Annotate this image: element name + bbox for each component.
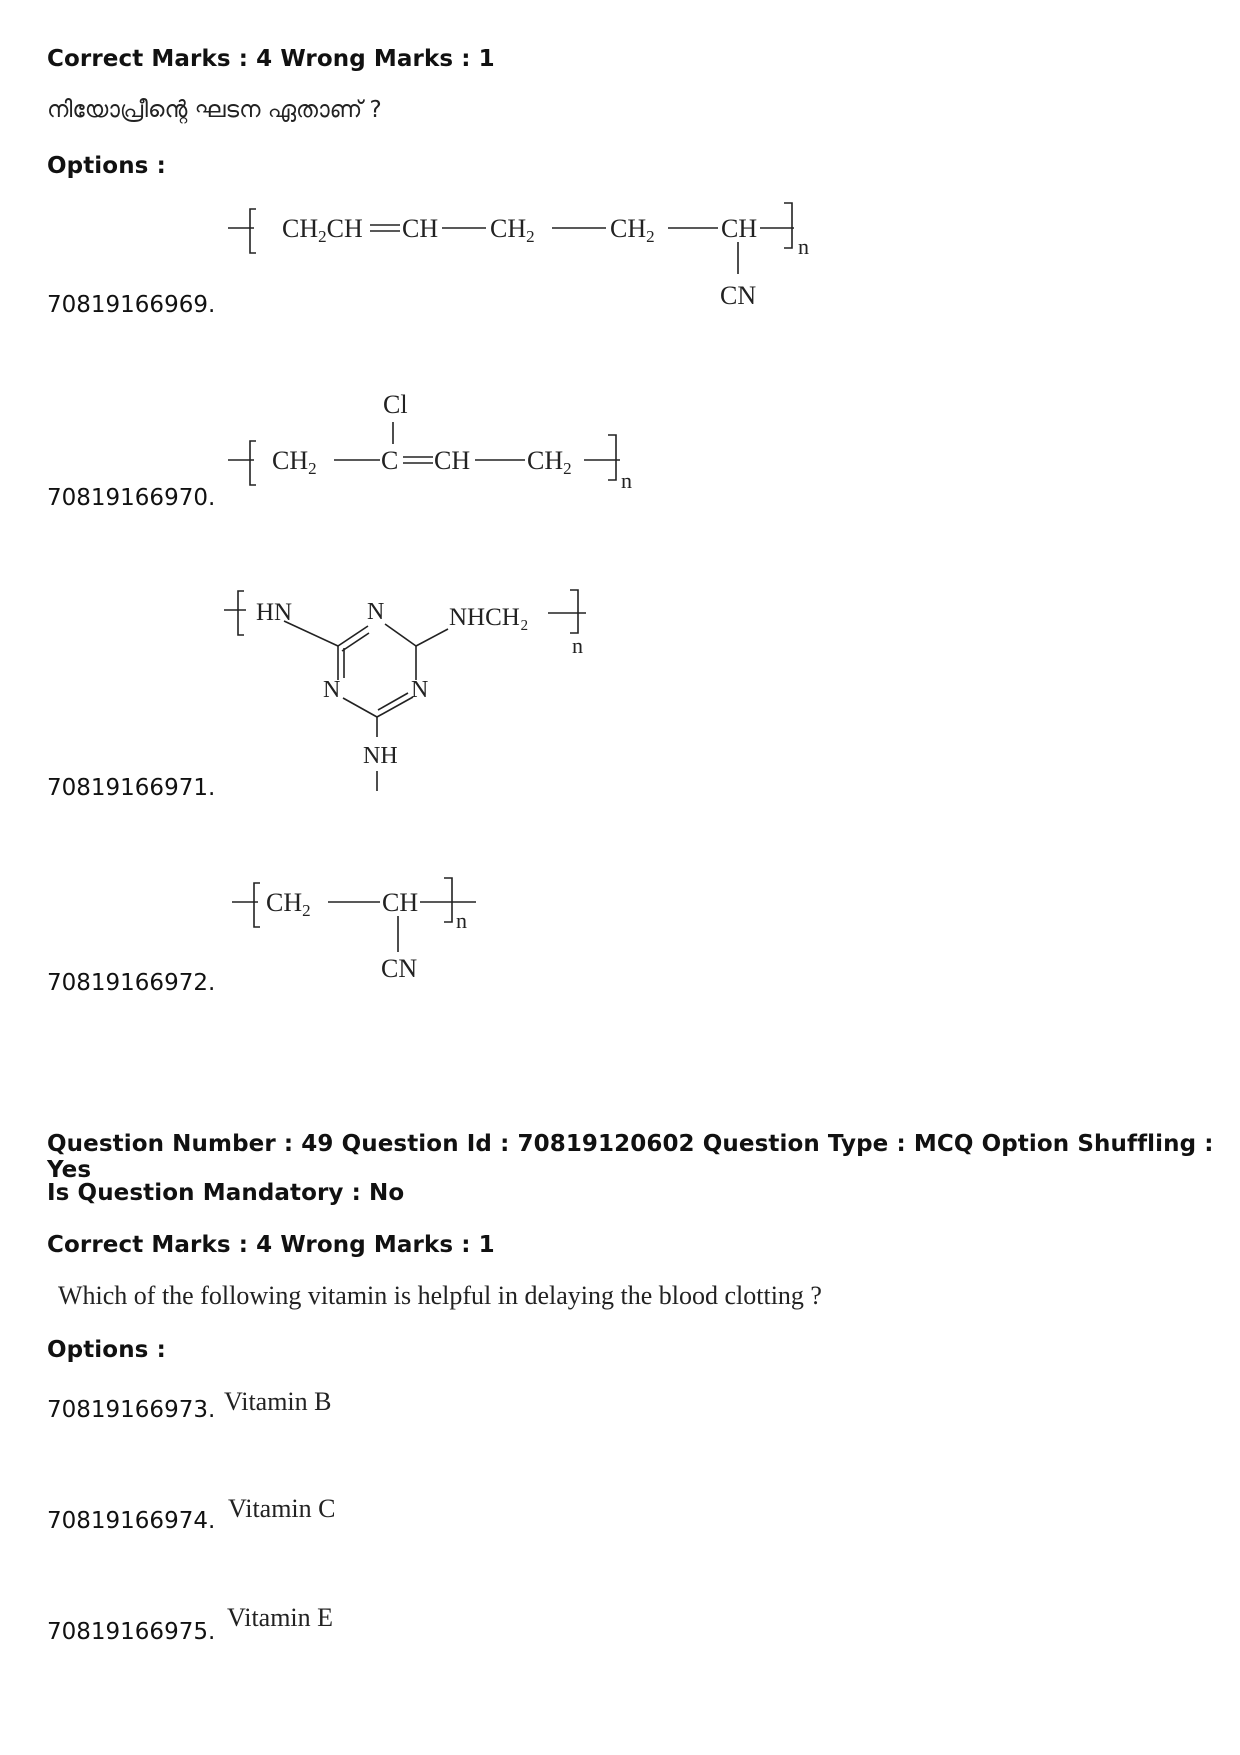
svg-text:CH2: CH2 <box>272 446 317 478</box>
svg-text:CH: CH <box>721 214 758 243</box>
repeat-n: n <box>456 908 467 933</box>
svg-text:CH: CH <box>402 214 439 243</box>
svg-text:CH2: CH2 <box>610 214 655 246</box>
substituent-label: Cl <box>383 390 408 419</box>
option-text[interactable]: Vitamin B <box>224 1387 332 1416</box>
ring-atom: N <box>367 599 385 625</box>
option-1-structure <box>220 196 840 316</box>
svg-text:CH: CH <box>382 888 419 917</box>
q49-mandatory: Is Question Mandatory : No <box>47 1180 405 1206</box>
svg-text:CH2CH: CH2CH <box>282 214 363 246</box>
svg-text:C: C <box>381 446 399 475</box>
option-2-structure <box>220 380 640 500</box>
q48-question-text: നിയോപ്രീന്റെ ഘടന ഏതാണ് ? <box>47 97 382 123</box>
right-group: NHCH₂ <box>449 604 529 631</box>
option-text[interactable]: Vitamin C <box>228 1494 336 1523</box>
option-id[interactable]: 70819166969. <box>47 292 216 318</box>
left-group: HN <box>256 599 293 626</box>
repeat-n: n <box>621 468 632 493</box>
q48-marks: Correct Marks : 4 Wrong Marks : 1 <box>47 46 495 72</box>
q49-options-label: Options : <box>47 1337 166 1363</box>
repeat-n: n <box>572 633 583 658</box>
option-id[interactable]: 70819166972. <box>47 970 216 996</box>
ring-atom: N <box>323 677 341 703</box>
option-id[interactable]: 70819166971. <box>47 775 216 801</box>
option-id[interactable]: 70819166973. <box>47 1397 216 1423</box>
svg-text:CH2: CH2 <box>266 888 311 920</box>
substituent-label: CN <box>381 954 418 980</box>
option-3-structure <box>220 585 620 795</box>
q48-options-label: Options : <box>47 153 166 179</box>
substituent-label: NH <box>363 743 398 769</box>
ring-atom: N <box>411 677 429 703</box>
svg-text:CH2: CH2 <box>490 214 535 246</box>
q49-marks: Correct Marks : 4 Wrong Marks : 1 <box>47 1232 495 1258</box>
q49-header: Question Number : 49 Question Id : 70819120602 Question Type : MCQ Option Shuffling : Yes <box>47 1131 1214 1183</box>
q49-question-text: Which of the following vitamin is helpful in delaying the blood clotting ? <box>58 1281 822 1310</box>
option-4-structure <box>220 870 500 980</box>
option-id[interactable]: 70819166975. <box>47 1619 216 1645</box>
option-id[interactable]: 70819166970. <box>47 485 216 511</box>
svg-text:CH: CH <box>434 446 471 475</box>
repeat-n: n <box>798 234 809 259</box>
substituent-label: CN <box>720 281 757 310</box>
option-text[interactable]: Vitamin E <box>227 1603 334 1632</box>
svg-text:CH2: CH2 <box>527 446 572 478</box>
option-id[interactable]: 70819166974. <box>47 1508 216 1534</box>
